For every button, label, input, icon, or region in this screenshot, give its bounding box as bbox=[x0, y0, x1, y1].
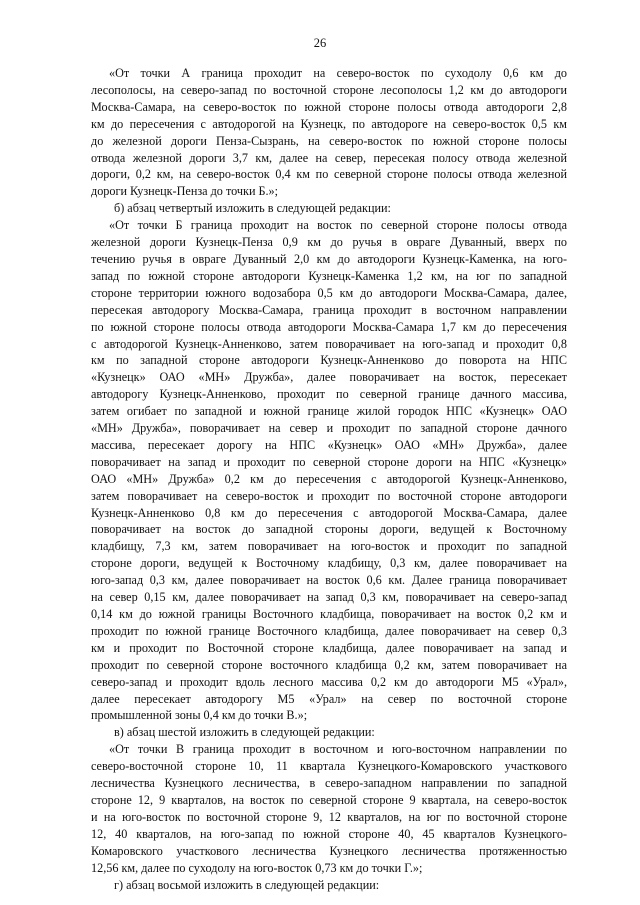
text-line: проходит по южной границе Восточного кладбища, далее поворачивает на север 0,3 bbox=[91, 623, 567, 638]
text-line: б) абзац четвертый изложить в следующей редакции: bbox=[114, 201, 391, 216]
text-line: кладбищу, 7,3 км, затем поворачивает на юго-восток и проходит по западной bbox=[91, 539, 567, 554]
text-line: железной дороги Кузнецк-Пенза 0,9 км до ручья в овраге Дуванный, вверх по bbox=[91, 235, 567, 250]
text-line: км по западной стороне автодороги Кузнецк-Анненково до поворота на НПС bbox=[91, 353, 567, 368]
instruction-b bbox=[91, 200, 567, 217]
text-line: лесополосы, на северо-запад по восточной стороне лесополосы 1,2 км до автодороги bbox=[91, 82, 567, 97]
text-line: км и проходит по Восточной стороне кладбища, далее поворачивает на запад и bbox=[91, 640, 567, 655]
text-line: северо-восточной стороне 10, 11 квартала Кузнецкого-Комаровского участкового bbox=[91, 759, 567, 774]
text-line: стороне территории южного водозабора 0,5 км до автодороги Москва-Самара, далее, bbox=[91, 285, 567, 300]
page-number: 26 bbox=[313, 36, 327, 50]
text-line: течению ручья в овраге Дуванный 2,0 км до автодороги Кузнецк-Каменка, на юго- bbox=[91, 251, 567, 266]
text-line: до железной дороги Пенза-Сызрань, на северо-восток по южной стороне полосы bbox=[91, 133, 567, 148]
text-line: «МН» Дружба», поворачивает на север и проходит по западной стороне дачного bbox=[91, 421, 567, 436]
instruction-g bbox=[91, 877, 567, 894]
text-line: пересекая автодорогу Москва-Самара, граница проходит в восточном направлении bbox=[91, 302, 567, 317]
text-line: стороне 12, 9 кварталов, на восток по северной стороне 9 квартала, на северо-восток bbox=[91, 792, 567, 807]
text-line: 12,56 км, далее по суходолу на юго-восток 0,73 км до точки Г.»; bbox=[91, 860, 423, 875]
text-line: г) абзац восьмой изложить в следующей редакции: bbox=[114, 877, 380, 892]
text-line: затем поворачивает на северо-восток и проходит по восточной стороне автодороги bbox=[91, 488, 567, 503]
document-body bbox=[91, 65, 567, 893]
text-line: массива, пересекает дорогу на НПС «Кузнецк» ОАО «МН» Дружба», далее bbox=[91, 437, 567, 452]
text-line: Кузнецк-Анненково 0,8 км до пересечения с автодорогой Москва-Самара, далее bbox=[91, 505, 567, 520]
text-line: лесничества Кузнецкого лесничества, в северо-западном направлении по западной bbox=[91, 776, 567, 791]
text-line: «От точки В граница проходит в восточном и юго-восточном направлении по bbox=[109, 742, 567, 757]
text-line: 12, 40 кварталов, на юго-запад по южной стороне 40, 45 кварталов Кузнецкого- bbox=[91, 826, 567, 841]
text-line: км до пересечения с автодорогой на Кузнецк, по автодороге на северо-восток 0,5 км bbox=[91, 116, 567, 131]
instruction-v bbox=[91, 724, 567, 741]
text-line: стороне дороги, ведущей к Восточному кладбищу, 0,3 км, далее поворачивает на bbox=[91, 556, 567, 571]
text-line: 0,14 км до южной границы Восточного кладбища, поворачивает на восток 0,2 км и bbox=[91, 607, 567, 621]
text-line: Москва-Самара, на северо-восток по южной стороне полосы отвода автодороги 2,8 bbox=[91, 99, 567, 114]
text-line: отвода железной дороги 3,7 км, далее на север, пересекая полосу отвода железной bbox=[91, 150, 567, 165]
text-line: ОАО «МН» Дружба» 0,2 км до пересечения с автодорогой Кузнецк-Анненково, bbox=[91, 471, 567, 486]
text-line: далее пересекает автодорогу М5 «Урал» на север по восточной стороне bbox=[91, 691, 567, 706]
text-line: в) абзац шестой изложить в следующей редакции: bbox=[114, 725, 375, 740]
text-line: «От точки А граница проходит на северо-восток по суходолу 0,6 км до bbox=[109, 66, 567, 80]
text-line: автодорогу Кузнецк-Анненково, проходит по северной границе дачного массива, bbox=[91, 387, 567, 402]
text-line: промышленной зоны 0,4 км до точки В.»; bbox=[91, 708, 308, 723]
text-line: с автодорогой Кузнецк-Анненково, затем поворачивает на юго-запад и проходит 0,8 bbox=[91, 336, 567, 351]
text-line: и на юго-восток по восточной стороне 9, 12 кварталов, на юг по восточной стороне bbox=[91, 809, 567, 824]
text-line: на север 0,15 км, далее поворачивает на запад 0,3 км, поворачивает на северо-запад bbox=[91, 590, 567, 605]
text-line: «Кузнецк» ОАО «МН» Дружба», далее поворачивает на восток, пересекает bbox=[91, 370, 567, 385]
text-line: северо-запад и проходит вдоль лесного массива 0,2 км до автодороги М5 «Урал», bbox=[91, 674, 567, 689]
quote-paragraph-b bbox=[91, 217, 567, 724]
quote-paragraph-a bbox=[91, 65, 567, 200]
text-line: по южной стороне полосы отвода автодороги Москва-Самара 1,7 км до пересечения bbox=[91, 319, 567, 334]
text-line: поворачивает на запад и проходит по северной стороне дороги на НПС «Кузнецк» bbox=[91, 454, 567, 469]
text-line: дороги Кузнецк-Пенза до точки Б.»; bbox=[91, 184, 279, 199]
text-line: «От точки Б граница проходит на восток по северной стороне полосы отвода bbox=[109, 218, 567, 233]
quote-paragraph-v bbox=[91, 741, 567, 876]
text-line: поворачивает на восток до западной стороны дороги, ведущей к Восточному bbox=[91, 522, 567, 537]
text-line: дороги, 0,2 км, на северо-восток 0,4 км по северной стороне полосы отвода железной bbox=[91, 167, 567, 182]
text-line: проходит по северной стороне восточного кладбища 0,2 км, затем поворачивает на bbox=[91, 657, 567, 672]
text-line: юго-запад 0,3 км, далее поворачивает на восток 0,6 км. Далее граница поворачивает bbox=[91, 573, 567, 588]
text-line: запад по южной стороне автодороги Кузнецк-Каменка 1,2 км, на юг по западной bbox=[91, 268, 567, 283]
text-line: затем огибает по западной и южной границе жилой городок НПС «Кузнецк» ОАО bbox=[91, 404, 567, 419]
text-line: Комаровского участкового лесничества Кузнецкого лесничества протяженностью bbox=[91, 843, 567, 858]
